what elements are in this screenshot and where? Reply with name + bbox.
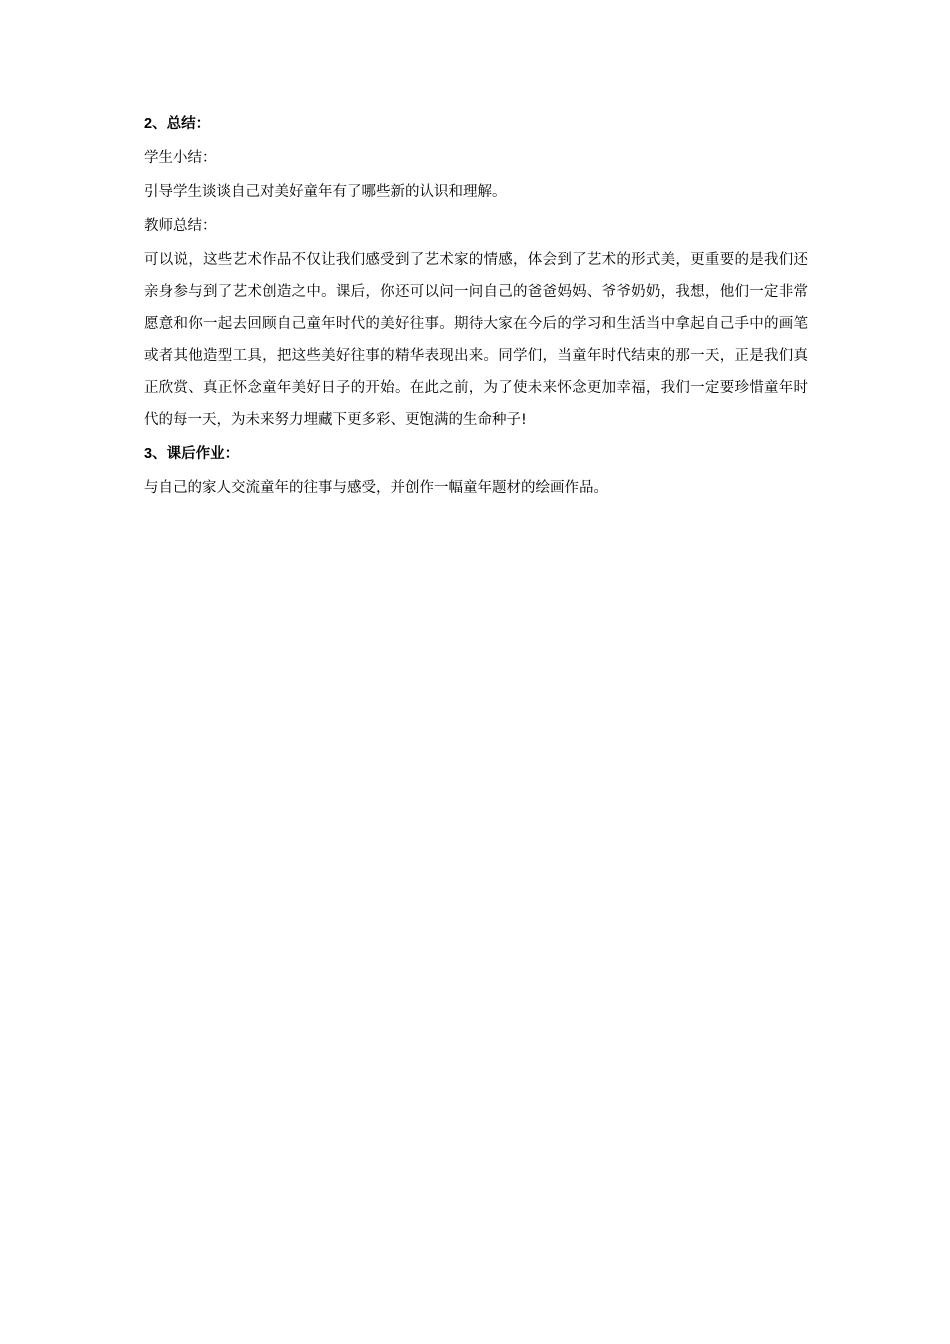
document-body xyxy=(144,114,808,512)
student-summary-text: 引导学生谈谈自己对美好童年有了哪些新的认识和理解。 xyxy=(144,184,507,200)
homework-heading: 3、课后作业： xyxy=(144,446,240,462)
teacher-summary-label: 教师总结： xyxy=(144,218,217,234)
summary-heading: 2、总结： xyxy=(144,116,211,132)
student-summary-label: 学生小结： xyxy=(144,150,217,166)
teacher-summary-paragraph: 可以说，这些艺术作品不仅让我们感受到了艺术家的情感，体会到了艺术的形式美，更重要的是我们还亲身参与到了艺术创造之中。课后，你还可以问一问自己的爸爸妈妈、爷爷奶奶，我想，他们一定非常愿意和你一起去回顾自己童年时代的美好往事。期待大家在今后的学习和生活当中拿起自己手中的画笔或者其他造型工具，把这些美好往事的精华表现出来。同学们，当童年时代结束的那一天，正是我们真正欣赏、真正怀念童年美好日子的开始。在此之前，为了使未来怀念更加幸福，我们一定要珍惜童年时代的每一天，为未来努力埋藏下更多彩、更饱满的生命种子! xyxy=(144,252,808,428)
homework-text: 与自己的家人交流童年的往事与感受，并创作一幅童年题材的绘画作品。 xyxy=(144,480,608,496)
